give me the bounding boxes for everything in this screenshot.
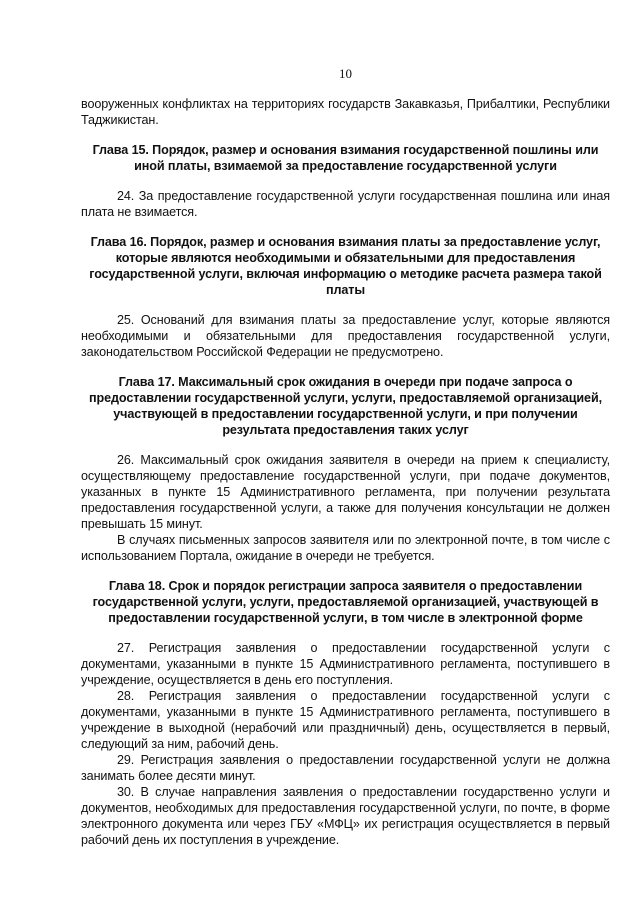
paragraph-25: 25. Оснований для взимания платы за предоставление услуг, которые являются необходимыми и обязательными для предоставления государственной услуги, законодательством Российской Федерации не предусмотрено. <box>81 313 610 359</box>
paragraph-30: 30. В случае направления заявления о предоставлении государственно услуги и документов, необходимых для предоставления государственной услуги, по почте, в форме электронного документа или через ГБУ «МФЦ» их регистрация осуществляется в первый рабочий день их поступления в учреждение. <box>81 785 610 847</box>
paragraph-27: 27. Регистрация заявления о предоставлении государственной услуги с документами, указанными в пункте 15 Административного регламента, поступившего в учреждение, осуществляется в день его поступления. <box>81 641 610 687</box>
chapter-16 <box>81 234 610 360</box>
paragraph-28: 28. Регистрация заявления о предоставлении государственной услуги с документами, указанными в пункте 15 Административного регламента, поступившего в учреждение в выходной (нерабочий или праздничный) день, осуществляется в первый, следующий за ним, рабочий день. <box>81 689 610 751</box>
chapter-17 <box>81 374 610 564</box>
paragraph-24: 24. За предоставление государственной услуги государственная пошлина или иная плата не взимается. <box>81 189 610 219</box>
paragraph-26: 26. Максимальный срок ожидания заявителя в очереди на прием к специалисту, осуществляющему предоставление государственной услуги, при подаче документов, указанных в пункте 15 Административного регламента, при получении результата предоставления государственной услуги, а также для получения консультации не должен превышать 15 минут. <box>81 453 610 531</box>
paragraph-26-continued: В случаях письменных запросов заявителя или по электронной почте, в том числе с использованием Портала, ожидание в очереди не требуется. <box>81 533 610 563</box>
chapter-16-title: Глава 16. Порядок, размер и основания взимания платы за предоставление услуг, которые являются необходимыми и обязательными для предоставления государственной услуги, включая информацию о методике расчета размера такой платы <box>89 235 602 297</box>
chapter-15 <box>81 142 610 220</box>
page-number: 10 <box>339 66 352 81</box>
chapter-18 <box>81 578 610 848</box>
chapter-17-title: Глава 17. Максимальный срок ожидания в очереди при подаче запроса о предоставлении государственной услуги, услуги, предоставляемой организацией, участвующей в предоставлении государственной услуги, и при получении результата предоставления таких услуг <box>89 375 602 437</box>
paragraph-29: 29. Регистрация заявления о предоставлении государственной услуги не должна занимать более десяти минут. <box>81 753 610 783</box>
intro-paragraph: вооруженных конфликтах на территориях государств Закавказья, Прибалтики, Республики Таджикистан. <box>81 97 610 127</box>
chapter-18-title: Глава 18. Срок и порядок регистрации запроса заявителя о предоставлении государственной услуги, услуги, предоставляемой организацией, участвующей в предоставлении государственной услуги, в том числе в электронной форме <box>92 579 599 625</box>
chapter-15-title: Глава 15. Порядок, размер и основания взимания государственной пошлины или иной платы, взимаемой за предоставление государственной услуги <box>92 143 599 173</box>
